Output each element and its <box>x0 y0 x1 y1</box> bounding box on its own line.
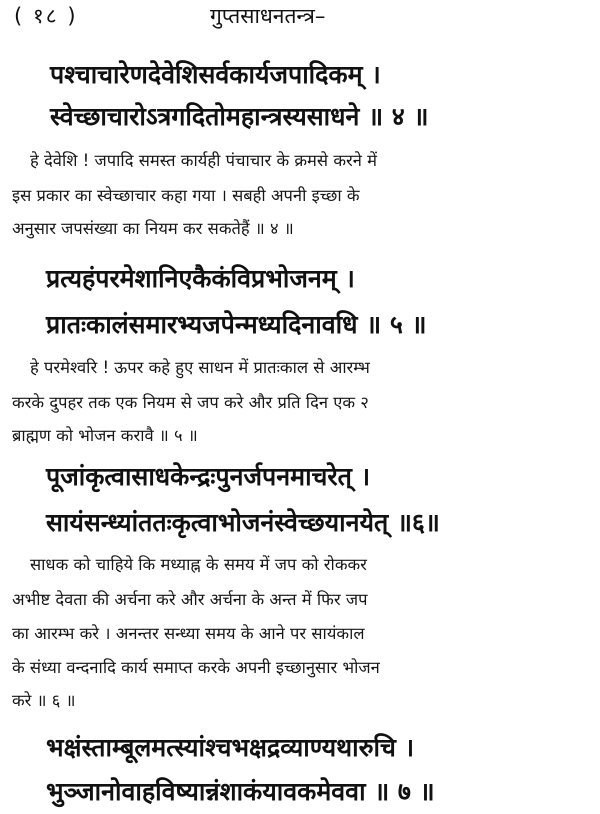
verse-7-line-2: भुञ्जानोवाहविष्यान्नंशाकंयावकमेववा ॥ ७ ॥ <box>46 777 435 806</box>
commentary-5-line-3: ब्राह्मण को भोजन करावै ॥ ५ ॥ <box>12 426 198 445</box>
commentary-5-line-1: हे परमेश्वरि ! ऊपर कहे हुए साधन में प्रातःकाल से आरम्भ <box>30 358 370 377</box>
commentary-6-line-5: करे ॥ ६ ॥ <box>12 691 76 710</box>
page-header <box>0 0 600 34</box>
verse-6-line-2: सायंसन्ध्यांततःकृत्वाभोजनंस्वेच्छयानयेत् ॥६॥ <box>46 508 440 537</box>
verse-5-line-2: प्रातःकालंसमारभ्यजपेन्मध्यदिनावधि ॥ ५ ॥ <box>46 310 427 339</box>
commentary-5-line-2: करके दुपहर तक एक नियम से जप करे और प्रति दिन एक २ <box>12 393 369 412</box>
commentary-4-line-1: हे देवेशि ! जपादि समस्त कार्यही पंचाचार के क्रमसे करने में <box>30 151 378 170</box>
commentary-4-line-3: अनुसार जपसंख्या का नियम कर सकतेहैं ॥ ४ ॥ <box>12 219 294 238</box>
verse-4-line-2: स्वेच्छाचारोऽत्रगदितोमहान्त्रस्यसाधने ॥ ४ ॥ <box>50 102 429 131</box>
verse-6-line-1: पूजांकृत्वासाधकेन्द्रःपुनर्जपनमाचरेत् । <box>46 462 371 491</box>
verse-4-line-1: पश्चाचारेणदेवेशिसर्वकार्यजपादिकम् । <box>50 60 381 89</box>
commentary-6-line-2: अभीष्ट देवता की अर्चना करे और अर्चना के अन्त में फिर जप <box>12 590 368 609</box>
commentary-6-line-3: का आरम्भ करे । अनन्तर सन्ध्या समय के आने पर सायंकाल <box>12 624 365 643</box>
verse-7-line-1: भक्षंस्ताम्बूलमत्स्यांश्चभक्षद्रव्याण्यथारुचि । <box>46 733 415 762</box>
commentary-6-line-4: के संध्या वन्दनादि कार्य समाप्त करके अपनी इच्छानुसार भोजन <box>12 658 380 677</box>
commentary-4-line-2: इस प्रकार का स्वेच्छाचार कहा गया । सबही अपनी इच्छा के <box>12 186 360 205</box>
running-title: गुप्तसाधनतन्त्र– <box>210 4 326 28</box>
verse-5-line-1: प्रत्यहंपरमेशानिएकैकंविप्रभोजनम् । <box>46 264 355 293</box>
page-number: ( १८ ) <box>14 4 78 28</box>
commentary-6-line-1: साधक को चाहिये कि मध्याह्न के समय में जप को रोककर <box>30 555 367 574</box>
